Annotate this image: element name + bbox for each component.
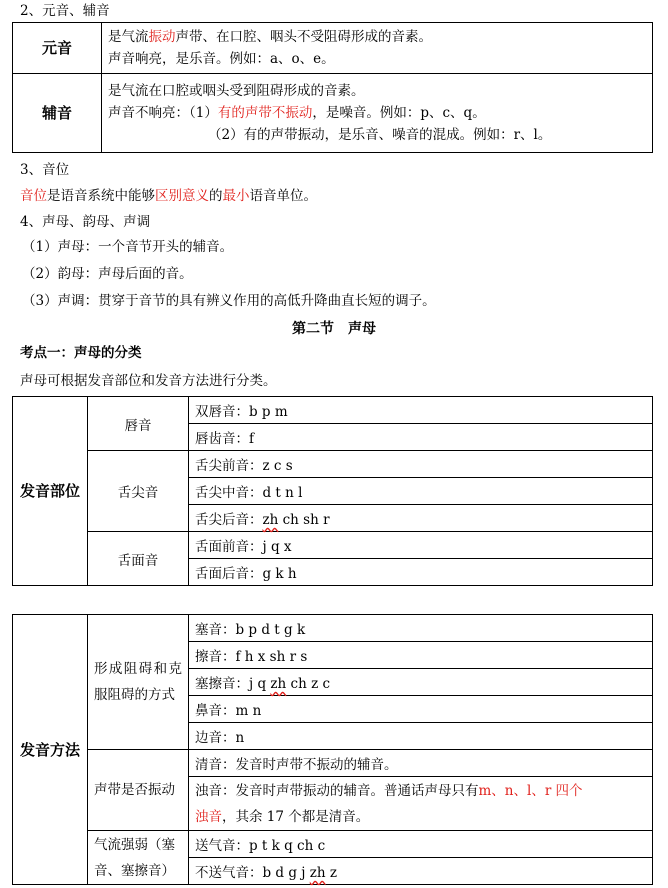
table-row: 边音：n [189, 723, 653, 750]
table-row: 舌尖前音：z c s [189, 451, 653, 478]
manner-of-articulation-table [12, 614, 653, 885]
table-row: 双唇音：b p m [189, 397, 653, 424]
consonant-line-3: （2）有的声带振动，是乐音、噪音的混成。例如：r、l。 [208, 127, 552, 143]
section-heading: 第二节 声母 [292, 321, 376, 337]
group-apical: 舌尖音 [88, 451, 189, 532]
group-voicing: 声带是否振动 [88, 750, 189, 831]
consonant-header: 辅音 [13, 74, 102, 153]
vowel-header: 元音 [13, 23, 102, 74]
group-obstruction: 形成阻碍和克服阻碍的方式 [88, 615, 189, 750]
table-row: 浊音：发音时声带振动的辅音。普通话声母只有m、n、l、r 四个 浊音，其余 17 个都是清音。 [189, 777, 653, 831]
list-item: （1）声母：一个音节开头的辅音。 [22, 239, 234, 255]
section-2-title: 2、元音、辅音 [20, 3, 110, 19]
list-item: （3）声调：贯穿于音节的具有辨义作用的高低升降曲直长短的调子。 [22, 293, 436, 309]
consonant-line-1: 是气流在口腔或咽头受到阻碍形成的音素。 [108, 83, 365, 99]
table-row: 不送气音：b d g j zh z [189, 858, 653, 885]
table-row: 清音：发音时声带不振动的辅音。 [189, 750, 653, 777]
table-row: 舌尖中音：d t n l [189, 478, 653, 505]
consonant-definition [102, 74, 653, 153]
kaodian-title: 考点一：声母的分类 [20, 345, 142, 361]
section-3-title: 3、音位 [20, 162, 70, 178]
table-row: 塞擦音：j q zh ch z c [189, 669, 653, 696]
list-item: （2）韵母：声母后面的音。 [22, 266, 193, 282]
table-row: 鼻音：m n [189, 696, 653, 723]
section-4-title: 4、声母、韵母、声调 [20, 214, 151, 230]
table-row: 送气音：p t k q ch c [189, 831, 653, 858]
place-of-articulation-table [12, 396, 653, 586]
vowel-line-2: 声音响亮，是乐音。例如：a、o、e。 [108, 51, 335, 67]
table-row: 擦音：f h x sh r s [189, 642, 653, 669]
table-row: 唇齿音：f [189, 424, 653, 451]
vowel-definition [102, 23, 653, 74]
group-aspiration: 气流强弱（塞音、塞擦音） [88, 831, 189, 885]
group-dorsal: 舌面音 [88, 532, 189, 586]
table-row: 舌面前音：j q x [189, 532, 653, 559]
table-row: 舌尖后音：zh ch sh r [189, 505, 653, 532]
place-header: 发音部位 [13, 397, 88, 586]
group-labial: 唇音 [88, 397, 189, 451]
vowel-consonant-table [12, 22, 653, 153]
manner-header: 发音方法 [13, 615, 88, 885]
intro-text: 声母可根据发音部位和发音方法进行分类。 [20, 373, 277, 389]
consonant-line-2: 声音不响亮：（1）有的声带不振动，是噪音。例如：p、c、q。 [108, 105, 486, 121]
phoneme-definition: 音位是语音系统中能够区别意义的最小语音单位。 [20, 188, 317, 204]
vowel-line-1: 是气流振动声带、在口腔、咽头不受阻碍形成的音素。 [108, 29, 432, 45]
table-row: 舌面后音：g k h [189, 559, 653, 586]
table-row: 塞音：b p d t g k [189, 615, 653, 642]
